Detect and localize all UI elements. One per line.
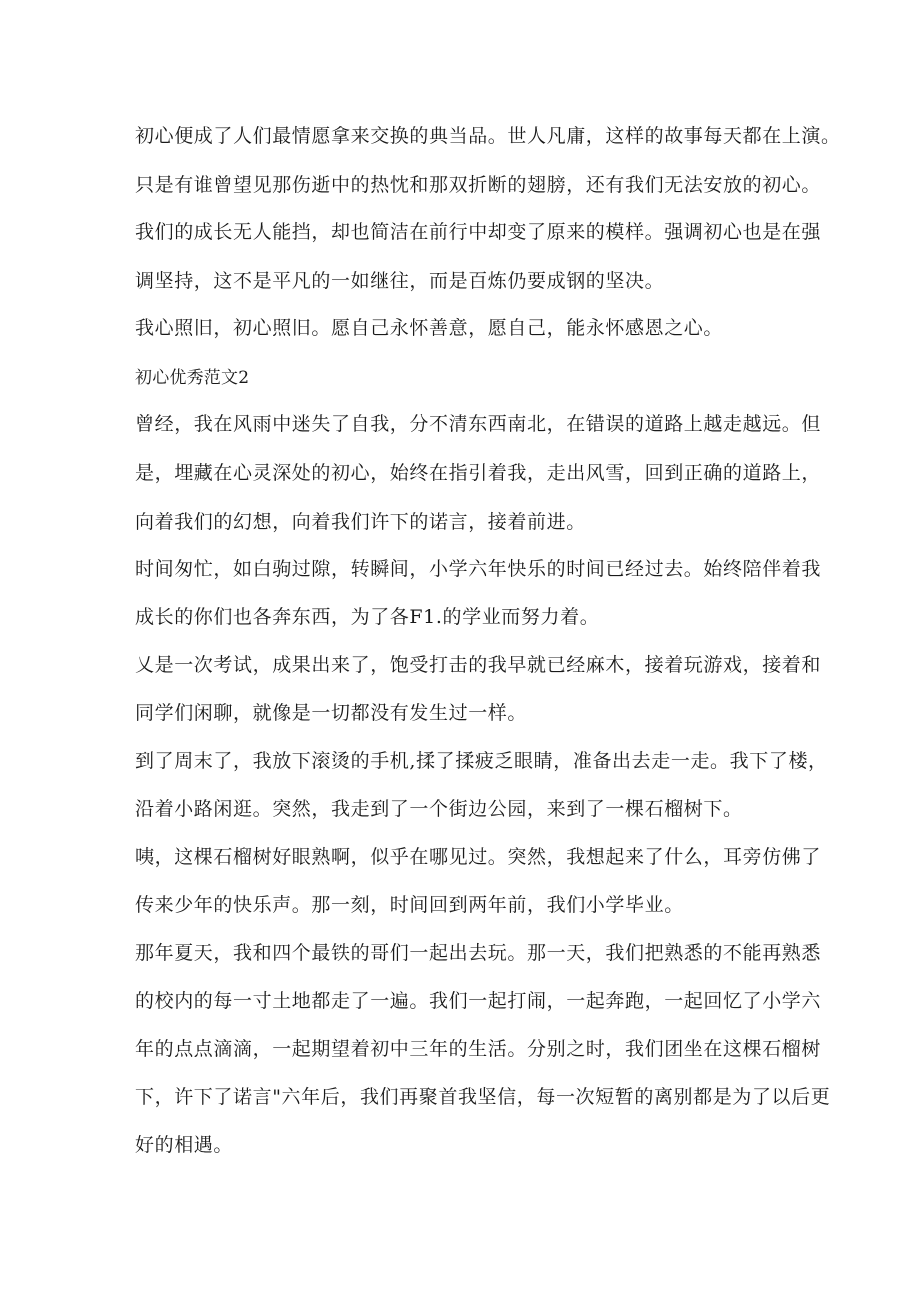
text-line: 调坚持，这不是平凡的一如继往，而是百炼仍要成钢的坚决。	[135, 270, 665, 292]
text-line: 的校内的每一寸土地都走了一遍。我们一起打闹，一起奔跑，一起回忆了小学六	[135, 990, 822, 1012]
text-line: 是，埋藏在心灵深处的初心，始终在指引着我，走出风雪，回到正确的道路上，	[135, 462, 822, 484]
text-line: 成长的你们也各奔东西，为了各F1.的学业而努力着。	[135, 606, 600, 628]
text-line: 我们的成长无人能挡，却也简洁在前行中却变了原来的模样。强调初心也是在强	[135, 221, 822, 243]
text-line: 咦，这棵石榴树好眼熟啊，似乎在哪见过。突然，我想起来了什么，耳旁仿佛了	[135, 846, 822, 868]
text-line: 到了周末了，我放下滚烫的手机,揉了揉疲乏眼睛，准备出去走一走。我下了楼，	[135, 750, 828, 772]
text-line: 那年夏天，我和四个最铁的哥们一起出去玩。那一天，我们把熟悉的不能再熟悉	[135, 942, 822, 964]
text-line: 向着我们的幻想，向着我们许下的诺言，接着前进。	[135, 511, 586, 533]
text-line: 年的点点滴滴，一起期望着初中三年的生活。分别之时，我们团坐在这棵石榴树	[135, 1038, 822, 1060]
text-line: 我心照旧，初心照旧。愿自己永怀善意，愿自己，能永怀感恩之心。	[135, 317, 724, 339]
text-line: 传来少年的快乐声。那一刻，时间回到两年前，我们小学毕业。	[135, 894, 684, 916]
text-line: 初心便成了人们最情愿拿来交换的典当品。世人凡庸，这样的故事每天都在上演。	[135, 125, 841, 147]
text-line: 沿着小路闲逛。突然，我走到了一个街边公园，来到了一棵石榴树下。	[135, 798, 743, 820]
section-heading: 初心优秀范文2	[135, 368, 250, 388]
text-line: 下，许下了诺言"六年后，我们再聚首我坚信，每一次短暂的离别都是为了以后更	[135, 1086, 831, 1108]
text-line: 乂是一次考试，成果出来了，饱受打击的我早就已经麻木，接着玩游戏，接着和	[135, 654, 822, 676]
text-line: 时间匆忙，如白驹过隙，转瞬间，小学六年快乐的时间已经过去。始终陪伴着我	[135, 558, 822, 580]
text-line: 只是有谁曾望见那伤逝中的热忱和那双折断的翅膀，还有我们无法安放的初心。	[135, 174, 822, 196]
text-line: 同学们闲聊，就像是一切都没有发生过一样。	[135, 702, 528, 724]
text-line: 曾经，我在风雨中迷失了自我，分不清东西南北，在错误的道路上越走越远。但	[135, 413, 822, 435]
text-line: 好的相遇。	[135, 1134, 234, 1156]
